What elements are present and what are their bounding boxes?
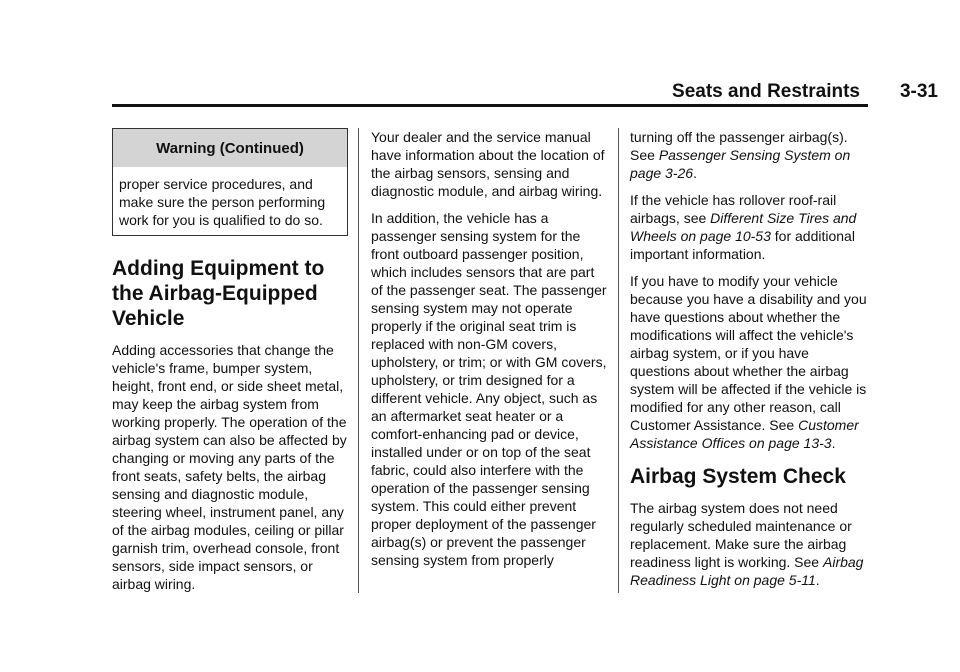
- cross-reference-link[interactable]: Customer Assistance Offices on page 13-3: [630, 417, 859, 451]
- paragraph: Your dealer and the service manual have information about the location of the airbag sensors, sensing and diagnostic module, and airbag wiring.: [371, 129, 605, 199]
- column-right: [630, 128, 868, 598]
- paragraph-text: If the vehicle has rollover roof-rail airbags, see: [630, 192, 837, 226]
- paragraph-text: If you have to modify your vehicle because you have a disability and you have questions about whether the modifications will affect the vehicle's airbag system, or if you have questions about whether the airbag system will be affected if the vehicle is modified for any other reason, call Customer Assistance. See: [630, 273, 867, 433]
- header-rule: [112, 104, 868, 107]
- column-left: [112, 128, 348, 602]
- column-divider: [358, 128, 359, 593]
- cross-reference-link[interactable]: Different Size Tires and Wheels on page 10-53: [630, 210, 857, 244]
- paragraph-text: .: [693, 165, 697, 181]
- paragraph: [630, 191, 868, 263]
- paragraph-text: .: [831, 435, 836, 451]
- warning-title: Warning (Continued): [113, 129, 347, 167]
- paragraph-text: The airbag system does not need regularly scheduled maintenance or replacement. Make sure the airbag readiness light is working. See: [630, 500, 852, 570]
- warning-box: [112, 128, 348, 236]
- page-number: 3-31: [899, 81, 938, 102]
- section-heading-adding-equipment: Adding Equipment to the Airbag-Equipped Vehicle: [112, 257, 325, 330]
- cross-reference-link[interactable]: Passenger Sensing System on page 3-26: [630, 147, 851, 181]
- section-heading-airbag-system-check: Airbag System Check: [630, 465, 846, 488]
- paragraph: [630, 272, 868, 452]
- column-divider: [618, 128, 619, 593]
- paragraph: In addition, the vehicle has a passenger sensing system for the front outboard passenger position, which includes sensors that are part of the passenger seat. The passenger sensing system may not operate properly if the original seat trim is replaced with non-GM covers, upholstery, or trim; or with GM covers, upholstery, or trim designed for a different vehicle. Any object, such as an aftermarket seat heater or a comfort-enhancing pad or device, installed under or on top of the seat fabric, could also interfere with the operation of the passenger sensing system. This could either prevent proper deployment of the passenger airbag(s) or prevent the passenger sensing system from properly: [371, 210, 607, 568]
- paragraph-text: .: [815, 572, 820, 588]
- section-title: Seats and Restraints: [672, 81, 860, 102]
- warning-text: proper service procedures, and make sure the person performing work for you is qualified to do so.: [119, 176, 326, 228]
- column-middle: [371, 128, 607, 578]
- paragraph: Adding accessories that change the vehicle's frame, bumper system, height, front end, or side sheet metal, may keep the airbag system from working properly. The operation of the airbag system can also be affected by changing or moving any parts of the front seats, safety belts, the airbag sensing and diagnostic module, steering wheel, instrument panel, any of the airbag modules, ceiling or pillar garnish trim, overhead console, front sensors, side impact sensors, or airbag wiring.: [112, 342, 347, 592]
- paragraph: [630, 128, 868, 182]
- paragraph-text: for additional important information.: [630, 228, 855, 262]
- cross-reference-link[interactable]: Airbag Readiness Light on page 5-11: [630, 554, 864, 588]
- paragraph-text: turning off the passenger airbag(s). See: [630, 129, 848, 163]
- paragraph: [630, 499, 868, 589]
